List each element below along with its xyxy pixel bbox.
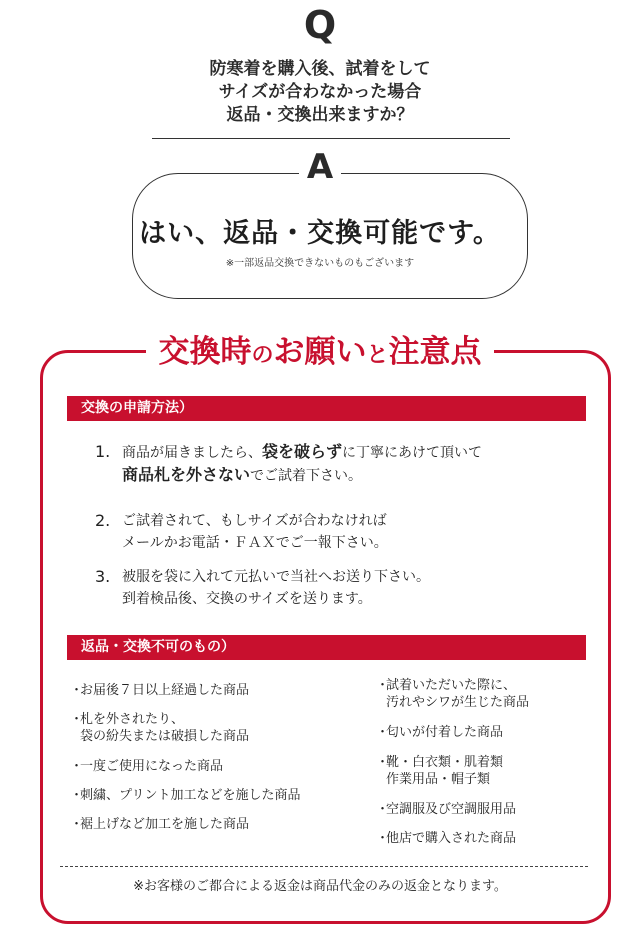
question-line: 防寒着を購入後、試着をして xyxy=(209,59,431,79)
list-item-text: 匂いが付着した商品 xyxy=(386,725,504,740)
step-item xyxy=(95,441,595,487)
list-item-text: 空調服及び空調服用品 xyxy=(386,802,517,817)
title-part: 交換時 xyxy=(158,334,252,370)
step-line: ご試着されて、もしサイズが合わなければ xyxy=(122,513,387,529)
list-item-text: 他店で購入された商品 xyxy=(386,831,517,846)
list-item xyxy=(70,711,249,745)
title-part: の xyxy=(251,343,274,368)
step-number: 3. xyxy=(95,567,111,586)
bullet: ・ xyxy=(70,817,84,832)
list-item-text: 作業用品・帽子類 xyxy=(386,772,491,787)
list-item-text: 試着いただいた際に、 xyxy=(386,678,517,693)
step-text xyxy=(122,510,595,554)
list-item-text: 袋の紛失または破損した商品 xyxy=(80,729,250,744)
step-line: メールかお電話・ＦＡＸでご一報下さい。 xyxy=(122,535,388,551)
section-title xyxy=(0,330,640,379)
question-marker: Q xyxy=(303,3,337,47)
list-item xyxy=(376,754,503,788)
question-text xyxy=(0,58,640,127)
step-item xyxy=(95,510,595,554)
list-item-text: 裾上げなど加工を施した商品 xyxy=(80,817,250,832)
list-item-text: お届後７日以上経過した商品 xyxy=(80,683,250,698)
step-text xyxy=(122,566,595,610)
list-item xyxy=(70,816,249,833)
refund-note: ※お客様のご都合による返金は商品代金のみの返金となります。 xyxy=(133,879,507,894)
bullet: ・ xyxy=(70,712,84,727)
bullet: ・ xyxy=(376,802,390,817)
step-line: 被服を袋に入れて元払いで当社へお送り下さい。 xyxy=(122,569,430,585)
answer-text: はい、返品・交換可能です。 xyxy=(139,218,501,249)
answer-note: ※一部返品交換できないものもございます xyxy=(225,258,415,269)
answer-marker xyxy=(0,146,640,188)
step-text xyxy=(122,441,595,487)
list-item xyxy=(376,724,503,741)
step-line xyxy=(122,464,595,487)
list-item-text: 一度ご使用になった商品 xyxy=(80,759,224,774)
step-emphasis: 袋を破らず xyxy=(262,442,343,461)
step-number: 1. xyxy=(95,442,111,461)
bullet: ・ xyxy=(70,683,84,698)
list-item xyxy=(376,830,516,847)
list-item-text: 札を外されたり、 xyxy=(80,712,185,727)
list-item xyxy=(70,758,223,775)
bullet: ・ xyxy=(376,678,390,693)
step-number: 2. xyxy=(95,511,111,530)
list-item xyxy=(376,801,516,818)
bullet: ・ xyxy=(70,759,84,774)
list-item-text: 汚れやシワが生じた商品 xyxy=(386,695,530,710)
list-item-text: 刺繍、プリント加工などを施した商品 xyxy=(80,788,301,803)
step-line xyxy=(122,441,595,464)
step-segment: 商品が届きましたら、 xyxy=(122,445,262,461)
step-line: 到着検品後、交換のサイズを送ります。 xyxy=(122,591,372,607)
non-returnable-band: 返品・交換不可のもの） xyxy=(67,635,586,660)
question-line: 返品・交換出来ますか？ xyxy=(226,105,414,125)
list-item xyxy=(70,787,300,804)
list-item xyxy=(376,677,529,711)
title-part: お願い xyxy=(273,334,367,370)
answer-marker-label: A xyxy=(299,147,341,187)
step-segment: に丁寧にあけて頂いて xyxy=(342,445,483,461)
bullet: ・ xyxy=(70,788,84,803)
bullet: ・ xyxy=(376,725,390,740)
question-divider xyxy=(152,138,510,139)
bullet: ・ xyxy=(376,831,390,846)
list-item xyxy=(70,682,249,699)
step-item xyxy=(95,566,595,610)
list-item-text: 靴・白衣類・肌着類 xyxy=(386,755,504,770)
exchange-method-band: 交換の申請方法） xyxy=(67,396,586,421)
title-part: 注意点 xyxy=(388,334,482,370)
question-line: サイズが合わなかった場合 xyxy=(218,82,422,102)
title-part: と xyxy=(366,343,389,368)
bullet: ・ xyxy=(376,755,390,770)
dashed-divider xyxy=(60,866,588,867)
step-segment: でご試着下さい。 xyxy=(250,468,363,484)
step-emphasis: 商品札を外さない xyxy=(122,465,251,484)
